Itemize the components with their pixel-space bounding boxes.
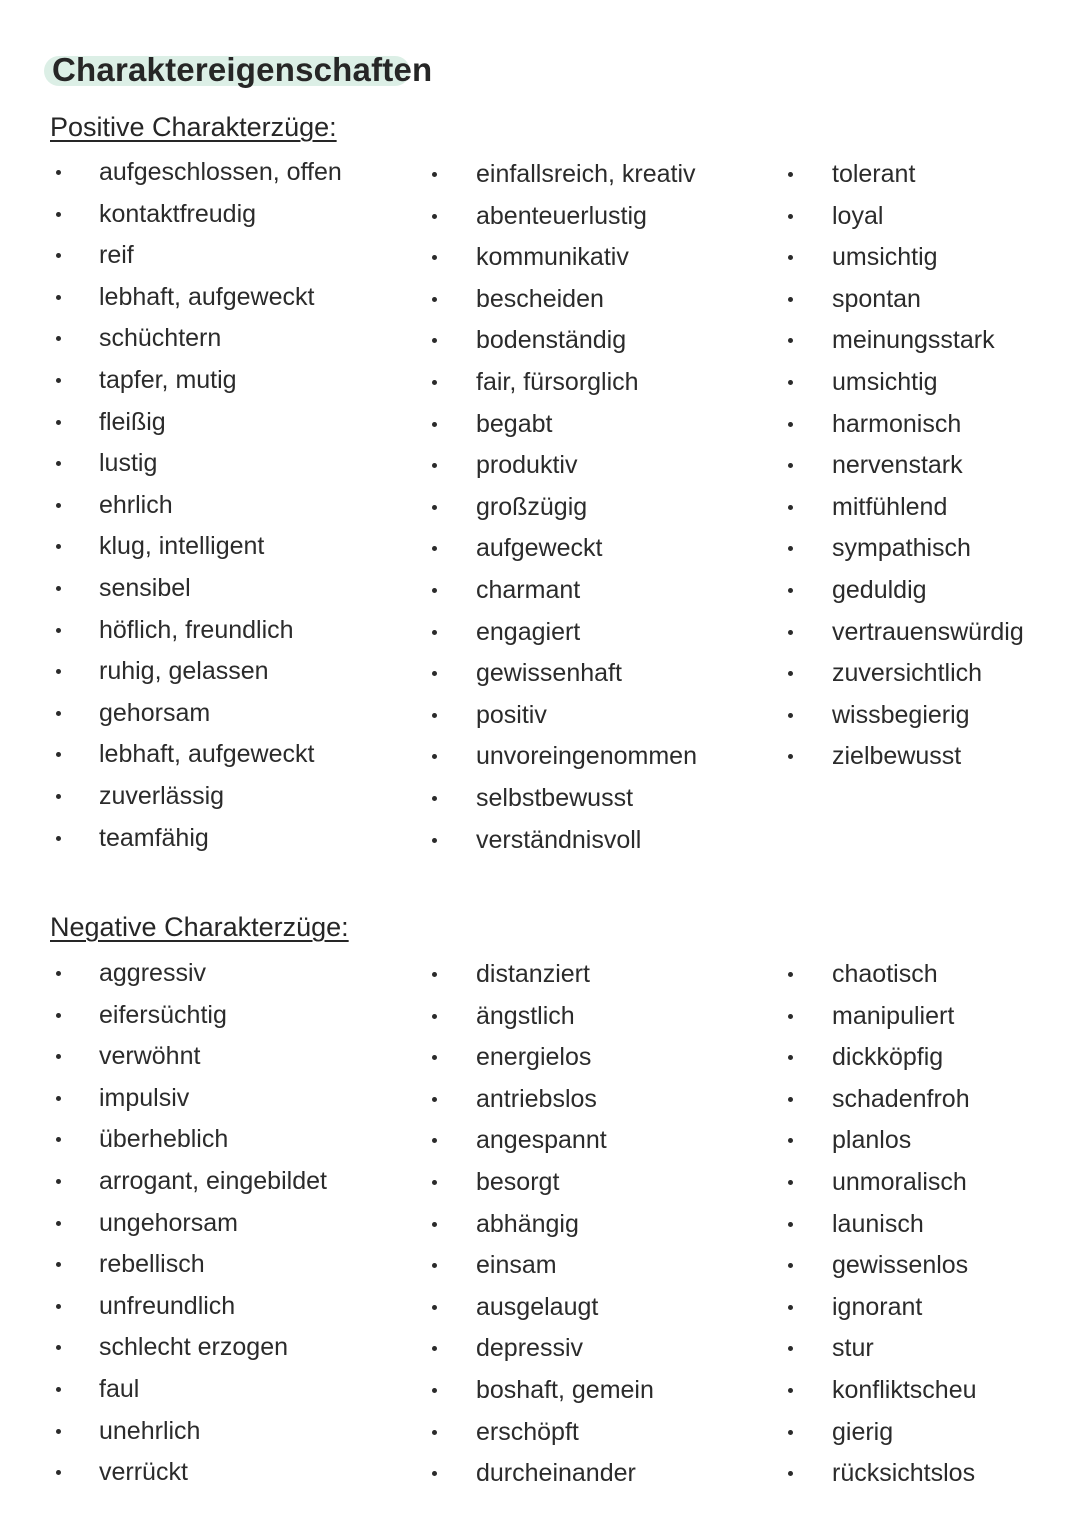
list-item	[432, 154, 697, 196]
list-item	[432, 1079, 654, 1121]
list-item	[56, 235, 342, 277]
list-item-label: konfliktscheu	[832, 1375, 977, 1404]
list-item	[432, 653, 697, 695]
list-item-label: sympathisch	[832, 534, 971, 563]
list-item-label: durcheinander	[476, 1459, 636, 1488]
list-item	[432, 820, 697, 862]
bullet-icon	[432, 754, 437, 759]
bullet-icon	[788, 1055, 793, 1060]
list-item-label: reif	[99, 241, 134, 270]
list-item-label: eifersüchtig	[99, 1000, 227, 1029]
bullet-icon	[432, 463, 437, 468]
list-item	[788, 612, 1024, 654]
bullet-icon	[788, 297, 793, 302]
list-item	[56, 360, 342, 402]
positive-column-2	[432, 154, 697, 861]
bullet-icon	[788, 1471, 793, 1476]
list-item-label: unvoreingenommen	[476, 742, 697, 771]
list-item	[788, 154, 1024, 196]
list-item-label: rücksichtslos	[832, 1459, 976, 1488]
list-item	[432, 1287, 654, 1329]
list-item-label: zielbewusst	[832, 742, 962, 771]
list-item	[788, 404, 1024, 446]
bullet-icon	[56, 1387, 61, 1392]
list-item	[432, 1453, 654, 1495]
list-item-label: schlecht erzogen	[99, 1333, 289, 1362]
list-item-label: charmant	[476, 575, 581, 604]
list-item	[56, 485, 342, 527]
list-item-label: ruhig, gelassen	[99, 657, 269, 686]
list-item-label: selbstbewusst	[476, 783, 634, 812]
bullet-icon	[432, 713, 437, 718]
list-item-label: lebhaft, aufgeweckt	[99, 282, 315, 311]
list-item-label: positiv	[476, 700, 547, 729]
list-item	[56, 776, 342, 818]
list-item-label: meinungsstark	[832, 326, 995, 355]
bullet-icon	[788, 463, 793, 468]
negative-column-3	[788, 954, 977, 1495]
bullet-icon	[788, 1263, 793, 1268]
bullet-icon	[432, 1346, 437, 1351]
list-item-label: manipuliert	[832, 1001, 955, 1030]
list-item-label: rebellisch	[99, 1250, 205, 1279]
bullet-icon	[788, 754, 793, 759]
list-item-label: geduldig	[832, 575, 927, 604]
bullet-icon	[788, 1222, 793, 1227]
list-item	[432, 996, 654, 1038]
bullet-icon	[56, 1096, 61, 1101]
bullet-icon	[432, 1388, 437, 1393]
list-item-label: überheblich	[99, 1125, 229, 1154]
list-item-label: unfreundlich	[99, 1291, 236, 1320]
bullet-icon	[432, 1138, 437, 1143]
list-item-label: einfallsreich, kreativ	[476, 160, 696, 188]
list-item	[788, 1328, 977, 1370]
list-item	[788, 1412, 977, 1454]
bullet-icon	[788, 713, 793, 718]
list-item	[56, 1244, 327, 1286]
list-item	[788, 320, 1024, 362]
list-item	[56, 1286, 327, 1328]
list-item	[788, 1079, 977, 1121]
bullet-icon	[56, 1179, 61, 1184]
list-item	[56, 1369, 327, 1411]
bullet-icon	[788, 172, 793, 177]
bullet-icon	[432, 255, 437, 260]
list-item-label: gewissenlos	[832, 1251, 969, 1280]
list-item	[432, 736, 697, 778]
title-block	[44, 40, 432, 100]
list-item	[788, 1037, 977, 1079]
negative-heading: Negative Charakterzüge:	[50, 912, 349, 942]
bullet-icon	[56, 836, 61, 841]
list-item	[788, 996, 977, 1038]
list-item	[788, 445, 1024, 487]
bullet-icon	[56, 461, 61, 466]
list-item	[788, 528, 1024, 570]
list-item-label: gewissenhaft	[476, 659, 622, 688]
bullet-icon	[56, 336, 61, 341]
bullet-icon	[432, 1471, 437, 1476]
list-item-label: aufgeweckt	[476, 534, 603, 563]
negative-column-2	[432, 954, 654, 1495]
list-item-label: ungehorsam	[99, 1208, 238, 1237]
list-item-label: loyal	[832, 201, 884, 230]
bullet-icon	[56, 544, 61, 549]
list-item-label: ehrlich	[99, 490, 173, 519]
list-item	[432, 445, 697, 487]
list-item-label: kommunikativ	[476, 243, 629, 272]
list-item	[788, 1287, 977, 1329]
bullet-icon	[432, 422, 437, 427]
list-item	[56, 1119, 327, 1161]
list-item	[432, 196, 697, 238]
bullet-icon	[788, 1097, 793, 1102]
list-item-label: gierig	[832, 1417, 894, 1446]
list-item-label: fleißig	[99, 407, 166, 436]
list-item-label: fair, fürsorglich	[476, 367, 639, 396]
list-item-label: bescheiden	[476, 284, 604, 313]
list-item	[432, 320, 697, 362]
list-item	[56, 194, 342, 236]
list-item	[788, 279, 1024, 321]
list-item-label: aufgeschlossen, offen	[99, 158, 342, 186]
list-item	[788, 653, 1024, 695]
bullet-icon	[56, 752, 61, 757]
bullet-icon	[432, 1055, 437, 1060]
list-item	[432, 1245, 654, 1287]
list-item-label: lustig	[99, 449, 158, 478]
list-item-label: ignorant	[832, 1292, 923, 1321]
bullet-icon	[56, 711, 61, 716]
list-item-label: boshaft, gemein	[476, 1375, 654, 1404]
bullet-icon	[56, 212, 61, 217]
list-item	[56, 734, 342, 776]
list-item-label: umsichtig	[832, 367, 938, 396]
list-item-label: schadenfroh	[832, 1084, 970, 1113]
list-item	[432, 1162, 654, 1204]
bullet-icon	[432, 630, 437, 635]
bullet-icon	[432, 1430, 437, 1435]
bullet-icon	[56, 378, 61, 383]
list-item-label: arrogant, eingebildet	[99, 1166, 327, 1195]
bullet-icon	[56, 1221, 61, 1226]
list-item-label: energielos	[476, 1043, 592, 1072]
list-item	[432, 1037, 654, 1079]
list-item-label: umsichtig	[832, 243, 938, 272]
list-item-label: ausgelaugt	[476, 1292, 599, 1321]
list-item	[432, 487, 697, 529]
bullet-icon	[788, 1346, 793, 1351]
bullet-icon	[788, 630, 793, 635]
bullet-icon	[432, 1014, 437, 1019]
list-item	[432, 778, 697, 820]
bullet-icon	[56, 628, 61, 633]
list-item	[432, 362, 697, 404]
list-item-label: harmonisch	[832, 409, 962, 438]
list-item	[788, 695, 1024, 737]
bullet-icon	[432, 380, 437, 385]
bullet-icon	[56, 1429, 61, 1434]
list-item-label: dickköpfig	[832, 1043, 944, 1072]
list-item	[432, 237, 697, 279]
list-item-label: zuverlässig	[99, 781, 225, 810]
bullet-icon	[432, 1180, 437, 1185]
list-item	[432, 954, 654, 996]
list-item-label: lebhaft, aufgeweckt	[99, 740, 315, 769]
list-item	[788, 954, 977, 996]
list-item-label: teamfähig	[99, 823, 209, 852]
bullet-icon	[788, 1014, 793, 1019]
bullet-icon	[788, 972, 793, 977]
bullet-icon	[432, 338, 437, 343]
bullet-icon	[56, 253, 61, 258]
bullet-icon	[788, 1138, 793, 1143]
list-item-label: abenteuerlustig	[476, 201, 647, 230]
bullet-icon	[56, 1013, 61, 1018]
list-item	[432, 404, 697, 446]
list-item-label: tolerant	[832, 160, 916, 188]
list-item-label: unehrlich	[99, 1416, 201, 1445]
list-item	[788, 1204, 977, 1246]
list-item	[56, 953, 327, 995]
bullet-icon	[788, 546, 793, 551]
list-item-label: erschöpft	[476, 1417, 579, 1446]
bullet-icon	[432, 1305, 437, 1310]
bullet-icon	[432, 1222, 437, 1227]
bullet-icon	[788, 380, 793, 385]
list-item-label: angespannt	[476, 1126, 607, 1155]
list-item-label: produktiv	[476, 451, 578, 480]
list-item	[56, 693, 342, 735]
bullet-icon	[56, 295, 61, 300]
list-item	[432, 612, 697, 654]
bullet-icon	[56, 794, 61, 799]
list-item-label: gehorsam	[99, 698, 211, 727]
list-item-label: großzügig	[476, 492, 588, 521]
bullet-icon	[788, 505, 793, 510]
list-item	[432, 1204, 654, 1246]
bullet-icon	[788, 1305, 793, 1310]
negative-column-1	[56, 953, 327, 1494]
list-item	[56, 1411, 327, 1453]
page-title: Charaktereigenschaften	[52, 51, 433, 88]
list-item	[788, 196, 1024, 238]
list-item	[56, 1452, 327, 1494]
list-item-label: wissbegierig	[832, 700, 970, 729]
list-item	[56, 1036, 327, 1078]
list-item	[56, 152, 342, 194]
bullet-icon	[56, 503, 61, 508]
list-item-label: höflich, freundlich	[99, 615, 294, 644]
list-item	[56, 1161, 327, 1203]
bullet-icon	[56, 420, 61, 425]
list-item-label: kontaktfreudig	[99, 199, 257, 228]
list-item-label: klug, intelligent	[99, 532, 265, 561]
list-item-label: einsam	[476, 1251, 557, 1280]
list-item	[432, 1328, 654, 1370]
bullet-icon	[432, 546, 437, 551]
list-item	[56, 995, 327, 1037]
bullet-icon	[56, 1470, 61, 1475]
bullet-icon	[788, 671, 793, 676]
list-item-label: depressiv	[476, 1334, 583, 1363]
list-item	[788, 736, 1024, 778]
list-item-label: spontan	[832, 284, 921, 313]
bullet-icon	[432, 172, 437, 177]
bullet-icon	[56, 1345, 61, 1350]
list-item	[56, 818, 342, 860]
list-item	[56, 1203, 327, 1245]
bullet-icon	[432, 972, 437, 977]
list-item-label: tapfer, mutig	[99, 365, 237, 394]
bullet-icon	[56, 1054, 61, 1059]
list-item-label: verständnisvoll	[476, 825, 642, 854]
list-item	[56, 526, 342, 568]
list-item-label: verwöhnt	[99, 1042, 201, 1071]
list-item-label: sensibel	[99, 573, 191, 602]
list-item-label: vertrauenswürdig	[832, 617, 1024, 646]
bullet-icon	[788, 588, 793, 593]
bullet-icon	[788, 1388, 793, 1393]
list-item-label: verrückt	[99, 1458, 188, 1487]
bullet-icon	[56, 1304, 61, 1309]
bullet-icon	[788, 214, 793, 219]
bullet-icon	[432, 1263, 437, 1268]
list-item	[56, 651, 342, 693]
list-item-label: distanziert	[476, 960, 590, 988]
positive-column-1	[56, 152, 342, 859]
list-item	[788, 1245, 977, 1287]
list-item-label: unmoralisch	[832, 1167, 967, 1196]
list-item	[56, 443, 342, 485]
bullet-icon	[432, 838, 437, 843]
list-item	[56, 318, 342, 360]
list-item-label: begabt	[476, 409, 553, 438]
bullet-icon	[56, 1262, 61, 1267]
list-item	[56, 277, 342, 319]
bullet-icon	[56, 669, 61, 674]
list-item-label: ängstlich	[476, 1001, 575, 1030]
list-item	[56, 1327, 327, 1369]
list-item-label: faul	[99, 1374, 140, 1403]
bullet-icon	[56, 971, 61, 976]
list-item-label: antriebslos	[476, 1084, 597, 1113]
list-item-label: planlos	[832, 1126, 912, 1155]
list-item-label: engagiert	[476, 617, 581, 646]
list-item	[432, 695, 697, 737]
list-item-label: aggressiv	[99, 959, 206, 987]
list-item	[788, 237, 1024, 279]
list-item	[788, 1120, 977, 1162]
list-item	[432, 570, 697, 612]
bullet-icon	[788, 255, 793, 260]
bullet-icon	[432, 796, 437, 801]
list-item-label: stur	[832, 1334, 874, 1363]
list-item-label: besorgt	[476, 1167, 560, 1196]
list-item	[788, 487, 1024, 529]
list-item	[788, 1453, 977, 1495]
positive-heading: Positive Charakterzüge:	[50, 112, 337, 142]
list-item-label: bodenständig	[476, 326, 627, 355]
bullet-icon	[56, 1137, 61, 1142]
list-item	[788, 1370, 977, 1412]
bullet-icon	[56, 586, 61, 591]
bullet-icon	[432, 671, 437, 676]
list-item	[432, 1412, 654, 1454]
list-item	[788, 570, 1024, 612]
list-item	[56, 568, 342, 610]
list-item-label: nervenstark	[832, 451, 963, 480]
list-item-label: mitfühlend	[832, 492, 948, 521]
positive-column-3	[788, 154, 1024, 778]
bullet-icon	[432, 1097, 437, 1102]
bullet-icon	[432, 214, 437, 219]
bullet-icon	[788, 1180, 793, 1185]
list-item	[788, 362, 1024, 404]
list-item-label: launisch	[832, 1209, 924, 1238]
list-item	[56, 610, 342, 652]
bullet-icon	[432, 297, 437, 302]
list-item-label: abhängig	[476, 1209, 579, 1238]
list-item	[56, 1078, 327, 1120]
list-item-label: impulsiv	[99, 1083, 190, 1112]
list-item	[788, 1162, 977, 1204]
list-item	[432, 1120, 654, 1162]
bullet-icon	[432, 588, 437, 593]
bullet-icon	[432, 505, 437, 510]
list-item-label: chaotisch	[832, 960, 938, 988]
list-item-label: schüchtern	[99, 324, 222, 353]
list-item	[432, 1370, 654, 1412]
list-item-label: zuversichtlich	[832, 659, 983, 688]
bullet-icon	[788, 338, 793, 343]
list-item	[432, 279, 697, 321]
bullet-icon	[788, 1430, 793, 1435]
bullet-icon	[56, 170, 61, 175]
list-item	[432, 528, 697, 570]
bullet-icon	[788, 422, 793, 427]
list-item	[56, 402, 342, 444]
